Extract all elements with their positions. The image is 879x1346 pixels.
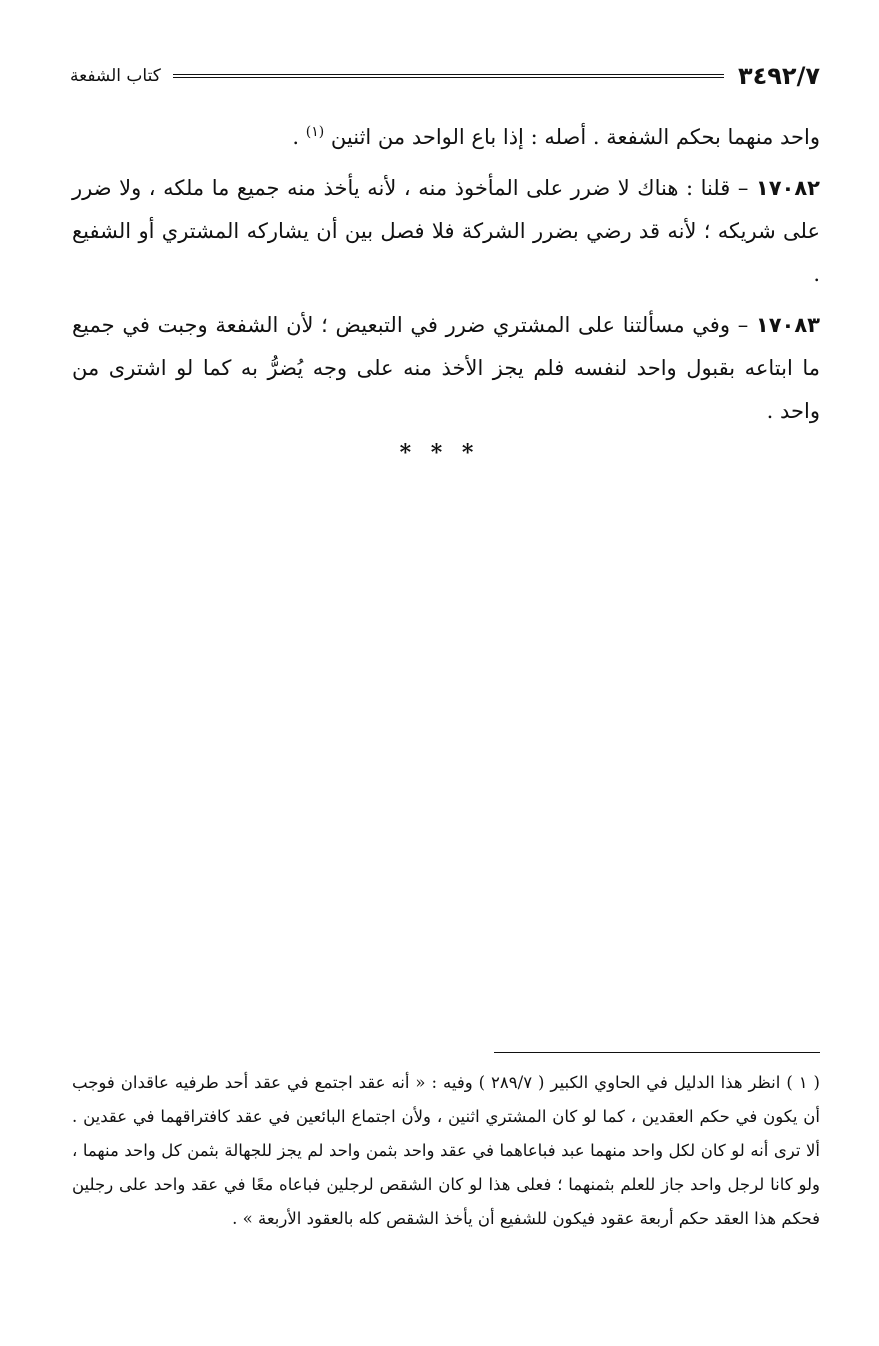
paragraph (72, 116, 820, 159)
paragraph-text: – قلنا : هناك لا ضرر على المأخوذ منه ، لأنه يأخذ منه جميع ما ملكه ، ولا ضرر على شريكه ؛ لأنه قد رضي بضرر الشركة فلا فصل بين أن يشاركه المشتري أو الشفيع . (72, 176, 821, 286)
paragraph-text: واحد منهما بحكم الشفعة . أصله : إذا باع الواحد من اثنين (330, 125, 820, 149)
footnote-rule (494, 1052, 820, 1053)
section-separator: * * * (399, 440, 480, 466)
footnote (72, 1066, 820, 1236)
footnote-text: ( ١ ) انظر هذا الدليل في الحاوي الكبير ( ٢٨٩/٧ ) وفيه : « أنه عقد اجتمع في عقد أحد طرفيه عاقدان فوجب أن يكون في حكم العقدين ، كما لو كان المشتري اثنين ، ولأن اجتماع البائعين في عقد كافتراقهما في عقدين . ألا ترى أنه لو كان لكل واحد منهما عبد فباعاهما في عقد واحد بثمن واحد لم يجز للجهالة بثمن كل واحد منهما ، ولو كانا لرجل واحد جاز للعلم بثمنهما ؛ فعلى هذا لو كان الشقص لرجلين فباعاه معًا في عقد واحد على رجلين فحكم هذا العقد حكم أربعة عقود فيكون للشفيع أن يأخذ الشقص كله بالعقود الأربعة » . (72, 1073, 820, 1228)
paragraph-number: ١٧٠٨٣ (755, 313, 820, 337)
main-text (72, 116, 820, 441)
footnote-reference: (١) (305, 124, 325, 140)
book-title: كتاب الشفعة (70, 66, 161, 86)
page-number: ٣٤٩٢/٧ (737, 62, 820, 90)
paragraph-number: ١٧٠٨٢ (755, 176, 820, 200)
paragraph-text: – وفي مسألتنا على المشتري ضرر في التبعيض ؛ لأن الشفعة وجبت في جميع ما ابتاعه بقبول واحد لنفسه فلم يجز الأخذ منه على وجه يُضرُّ به كما لو اشترى من واحد . (72, 313, 820, 423)
paragraph (72, 304, 820, 433)
header-rule (173, 74, 724, 78)
page-header (70, 56, 820, 96)
paragraph (72, 167, 820, 296)
paragraph-tail: . (292, 125, 306, 149)
